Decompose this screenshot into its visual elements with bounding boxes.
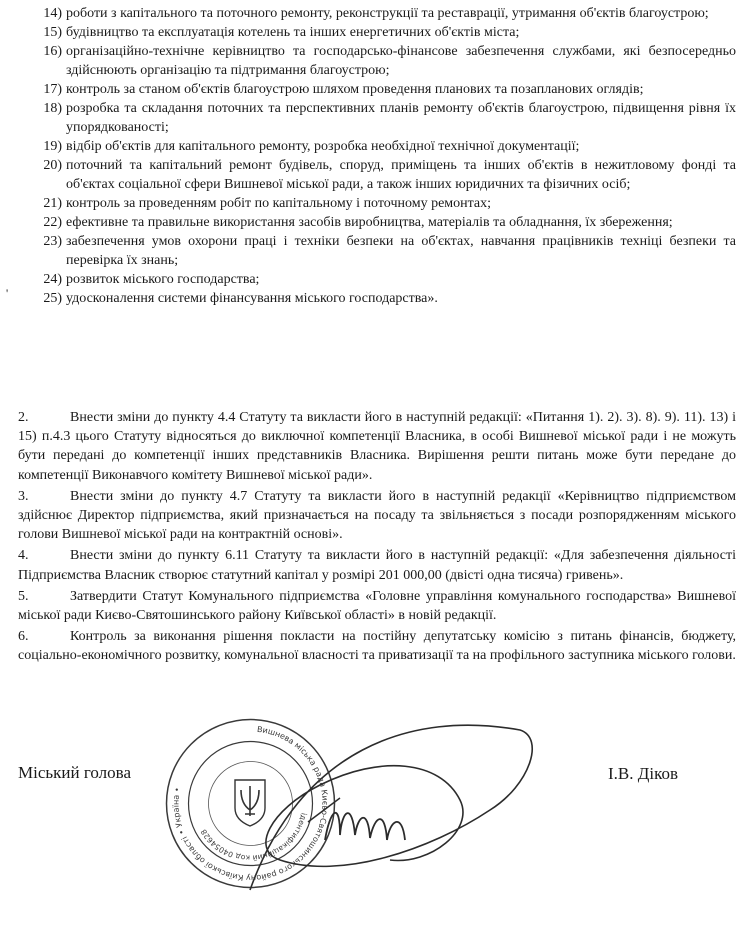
item-number: 17) — [43, 82, 62, 97]
item-number: 20) — [43, 158, 62, 173]
list-item — [18, 4, 736, 23]
paragraph — [18, 546, 736, 584]
paragraph-text: Внести зміни до пункту 4.7 Статуту та викласти його в наступній редакції «Керівництво підприємством здійснює Директор підприємства, який призначається на посаду та звільняється з посади розпорядженням міського голови Вишневої міської ради на контрактній основі». — [18, 488, 736, 543]
paragraph — [18, 408, 736, 485]
paragraph-number: 2. — [18, 410, 29, 425]
list-item — [18, 213, 736, 232]
item-text: ефективне та правильне використання засобів виробництва, матеріалів та обладнання, їх збереження; — [66, 215, 673, 230]
paragraph — [18, 587, 736, 625]
item-text: контроль за станом об'єктів благоустрою шляхом проведення планових та позапланових оглядів; — [66, 82, 644, 97]
item-number: 24) — [43, 272, 62, 287]
signatory-name: І.В. Діков — [608, 764, 678, 783]
item-text: відбір об'єктів для капітального ремонту, розробка необхідної технічної документації; — [66, 139, 580, 154]
list-item — [18, 156, 736, 194]
list-item — [18, 42, 736, 80]
item-number: 22) — [43, 215, 62, 230]
item-text: будівництво та експлуатація котелень та інших енергетичних об'єктів міста; — [66, 25, 520, 40]
list-item — [18, 289, 736, 308]
signatory-position: Міський голова — [18, 763, 131, 782]
paragraph-text: Затвердити Статут Комунального підприємства «Головне управління комунального господарства» Вишневої міської ради Києво-Святошинського району Київської області» в новій редакції. — [18, 588, 736, 624]
list-item — [18, 23, 736, 42]
item-number: 19) — [43, 139, 62, 154]
resolution-paragraphs — [18, 408, 736, 668]
paragraph — [18, 627, 736, 665]
item-text: удосконалення системи фінансування міського господарства». — [66, 291, 438, 306]
list-item — [18, 270, 736, 289]
item-text: розвиток міського господарства; — [66, 272, 260, 287]
item-number: 25) — [43, 291, 62, 306]
item-text: забезпечення умов охорони праці і техніки безпеки на об'єктах, навчання працівників техніці безпеки та перевірка їх знань; — [66, 234, 736, 268]
item-number: 15) — [43, 25, 62, 40]
list-item — [18, 137, 736, 156]
seal-outer-text: Вишнева міська рада Києво-Святошинського району Київської області • Україна • — [171, 724, 330, 883]
margin-mark: ' — [6, 286, 9, 300]
item-text: розробка та складання поточних та перспективних планів ремонту об'єктів благоустрою, підвищення рівня їх упорядкованості; — [66, 101, 736, 135]
item-number: 21) — [43, 196, 62, 211]
item-number: 16) — [43, 44, 62, 59]
duties-list — [18, 4, 736, 308]
item-text: поточний та капітальний ремонт будівель, споруд, приміщень та інших об'єктів в нежитловому фонді та об'єктах соціальної сфери Вишневої міської ради, а також інших юридичних та фізичних осіб; — [66, 158, 736, 192]
paragraph-number: 3. — [18, 488, 29, 504]
paragraph-text: Контроль за виконання рішення покласти на постійну депутатську комісію з питань фінансів, бюджету, соціально-економічного розвитку, комунальної власності та приватизації та на профільного заступника міського голови. — [18, 629, 736, 664]
seal-code-text: ідентифікаційний код 04054628 — [198, 812, 309, 863]
list-item — [18, 194, 736, 213]
item-text: роботи з капітального та поточного ремонту, реконструкції та реставрації, утримання об'єктів благоустрою; — [66, 6, 709, 21]
list-item — [18, 232, 736, 270]
trident-emblem-icon — [235, 780, 265, 826]
list-item — [18, 99, 736, 137]
paragraph-number: 5. — [18, 588, 29, 604]
paragraph-text: Внести зміни до пункту 6.11 Статуту та викласти його в наступній редакції: «Для забезпечення діяльності Підприємства Власник створює статутний капітал у розмірі 201 000,00 (двісті одна тисяча) гривень». — [18, 548, 736, 583]
list-item — [18, 80, 736, 99]
item-text: організаційно-технічне керівництво та господарсько-фінансове забезпечення службами, які безпосередньо здійснюють організацію та підтримання благоустрою; — [66, 44, 736, 78]
item-number: 18) — [43, 101, 62, 116]
item-text: контроль за проведенням робіт по капітальному і поточному ремонтах; — [66, 196, 492, 211]
paragraph-number: 6. — [18, 629, 29, 645]
item-number: 14) — [43, 6, 62, 21]
official-seal-stamp — [163, 716, 338, 891]
paragraph-number: 4. — [18, 548, 29, 564]
item-number: 23) — [43, 234, 62, 249]
paragraph — [18, 487, 736, 545]
paragraph-text: Внести зміни до пункту 4.4 Статуту та викласти його в наступній редакції: «Питання 1). 2). 3). 8). 9). 11). 13) і 15) п.4.3 цього Статуту відносяться до виключної компетенції Власника, в особі Вишневої міської ради і не можуть бути передані до компетенції інших представників Власника. Вирішення решти питань може бути передане до компетенції Виконавчого комітету Вишневої міської ради». — [18, 410, 736, 483]
